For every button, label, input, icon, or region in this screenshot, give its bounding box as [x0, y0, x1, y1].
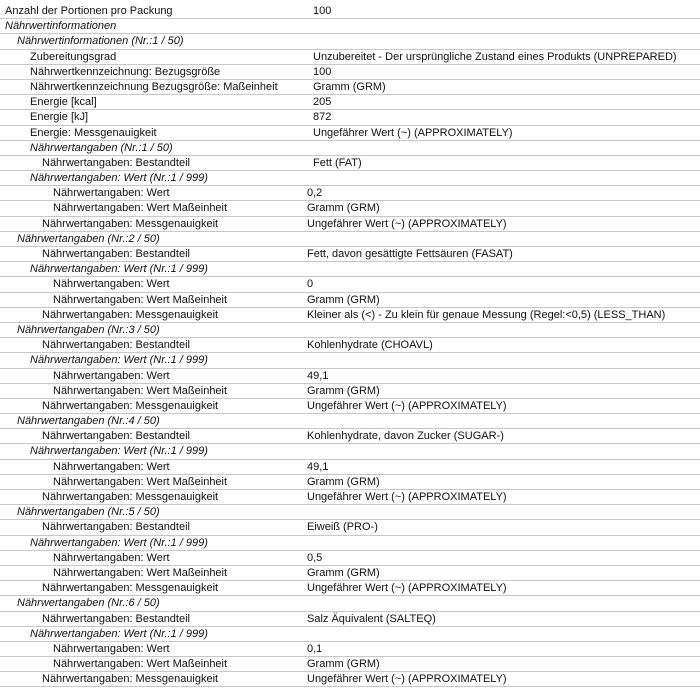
row-label: Nährwertangaben: Wert: [53, 187, 170, 200]
row-value: Gramm (GRM): [307, 202, 380, 215]
row-label: Nährwertangaben: Bestandteil: [42, 521, 190, 534]
row-label: Nährwertangaben: Wert: [53, 369, 170, 382]
section-label: Nährwertangaben (Nr.:4 / 50): [17, 415, 160, 428]
table-row: [0, 338, 700, 353]
row-label: Nährwertangaben: Wert Maßeinheit: [53, 384, 228, 397]
row-label: Zubereitungsgrad: [30, 50, 117, 63]
table-row: [0, 65, 700, 80]
row-label: Anzahl der Portionen pro Packung: [5, 5, 173, 17]
table-row: [0, 551, 700, 566]
row-label: Nährwertangaben: Bestandteil: [42, 248, 190, 260]
section-label: Nährwertangaben (Nr.:5 / 50): [17, 506, 160, 519]
table-row: [0, 566, 700, 581]
row-value: Gramm (GRM): [307, 566, 380, 579]
section-header-value[interactable]: [0, 627, 700, 642]
row-label: Nährwertangaben: Messgenauigkeit: [42, 673, 219, 686]
table-row: [0, 369, 700, 384]
section-header-nutrient-3[interactable]: [0, 323, 700, 338]
row-value: 100: [313, 65, 332, 78]
section-label: Nährwertangaben: Wert (Nr.:1 / 999): [30, 172, 208, 185]
section-label: Nährwertinformationen (Nr.:1 / 50): [17, 35, 184, 48]
row-label: Nährwertangaben: Wert Maßeinheit: [53, 202, 228, 215]
table-row: [0, 293, 700, 308]
table-row: [0, 475, 700, 490]
section-header-nutrient-6[interactable]: [0, 596, 700, 611]
section-label: Nährwertangaben: Wert (Nr.:1 / 999): [30, 263, 208, 276]
row-label: Nährwertangaben: Wert: [53, 460, 170, 473]
row-label: Nährwertangaben: Wert Maßeinheit: [53, 293, 228, 306]
table-row: [0, 581, 700, 596]
table-row: [0, 399, 700, 414]
table-row: [0, 490, 700, 505]
row-label: Nährwertkennzeichnung: Bezugsgröße: [30, 65, 221, 78]
row-label: Energie [kcal]: [30, 96, 97, 109]
row-value: Gramm (GRM): [307, 475, 380, 488]
row-value: Ungefährer Wert (~) (APPROXIMATELY): [307, 217, 507, 230]
row-label: Nährwertangaben: Messgenauigkeit: [42, 582, 219, 595]
row-value: Ungefährer Wert (~) (APPROXIMATELY): [313, 126, 513, 139]
row-label: Nährwertangaben: Messgenauigkeit: [42, 308, 219, 321]
section-label: Nährwertangaben (Nr.:1 / 50): [30, 141, 173, 154]
section-header-value[interactable]: [0, 171, 700, 186]
row-value: Fett (FAT): [313, 156, 362, 169]
section-label: Nährwertangaben: Wert (Nr.:1 / 999): [30, 627, 208, 640]
row-label: Nährwertangaben: Wert Maßeinheit: [53, 658, 228, 671]
section-label: Nährwertinformationen: [5, 20, 117, 33]
row-label: Nährwertangaben: Bestandteil: [42, 612, 190, 625]
row-value: 100: [313, 5, 332, 17]
table-row: [0, 384, 700, 399]
table-row: [0, 247, 700, 262]
row-value: Fett, davon gesättigte Fettsäuren (FASAT): [307, 248, 513, 260]
section-header-value[interactable]: [0, 262, 700, 277]
row-value: Salz Äquivalent (SALTEQ): [307, 612, 436, 625]
row-value: Unzubereitet - Der ursprüngliche Zustand eines Produkts (UNPREPARED): [313, 50, 677, 63]
row-label: Energie: Messgenauigkeit: [30, 126, 157, 139]
section-label: Nährwertangaben: Wert (Nr.:1 / 999): [30, 354, 208, 367]
row-value: Kleiner als (<) - Zu klein für genaue Messung (Regel:<0,5) (LESS_THAN): [307, 308, 666, 321]
row-value: Gramm (GRM): [307, 384, 380, 397]
row-value: 872: [313, 111, 332, 124]
row-value: 0,1: [307, 642, 323, 655]
row-value: Ungefährer Wert (~) (APPROXIMATELY): [307, 491, 507, 503]
row-label: Nährwertangaben: Wert: [53, 278, 170, 291]
row-label: Nährwertangaben: Messgenauigkeit: [42, 399, 219, 412]
table-row: [0, 612, 700, 627]
row-value: Gramm (GRM): [313, 80, 386, 93]
section-label: Nährwertangaben (Nr.:3 / 50): [17, 323, 160, 336]
section-header-nutrient-2[interactable]: [0, 232, 700, 247]
table-row: [0, 672, 700, 687]
row-label: Nährwertangaben: Messgenauigkeit: [42, 491, 219, 503]
row-value: 205: [313, 96, 332, 109]
row-label: Nährwertangaben: Bestandteil: [42, 339, 190, 352]
row-value: Ungefährer Wert (~) (APPROXIMATELY): [307, 399, 507, 412]
table-row: [0, 186, 700, 201]
row-value: 0,5: [307, 551, 323, 564]
row-label: Nährwertkennzeichnung Bezugsgröße: Maßeinheit: [30, 80, 278, 93]
section-label: Nährwertangaben: Wert (Nr.:1 / 999): [30, 445, 208, 458]
row-value: Kohlenhydrate, davon Zucker (SUGAR-): [307, 430, 504, 443]
row-value: Gramm (GRM): [307, 293, 380, 306]
row-value: Eiweiß (PRO-): [307, 521, 378, 534]
table-row: [0, 308, 700, 323]
row-value: 49,1: [307, 460, 329, 473]
section-header-nutrient-5[interactable]: [0, 505, 700, 520]
table-row-portions-per-pack: [0, 4, 700, 19]
table-row: [0, 126, 700, 141]
section-label: Nährwertangaben (Nr.:6 / 50): [17, 597, 160, 610]
section-header-nutrition-info[interactable]: [0, 19, 700, 34]
row-value: Kohlenhydrate (CHOAVL): [307, 339, 433, 352]
table-row: [0, 277, 700, 292]
table-row: [0, 156, 700, 171]
row-label: Nährwertangaben: Bestandteil: [42, 156, 190, 169]
table-row: [0, 110, 700, 125]
table-row: [0, 201, 700, 216]
nutrition-attribute-table: [0, 4, 700, 687]
row-label: Nährwertangaben: Bestandteil: [42, 430, 190, 443]
table-row: [0, 460, 700, 475]
row-label: Nährwertangaben: Wert: [53, 642, 170, 655]
row-value: Gramm (GRM): [307, 658, 380, 671]
row-label: Nährwertangaben: Wert Maßeinheit: [53, 566, 228, 579]
table-row: [0, 217, 700, 232]
section-label: Nährwertangaben (Nr.:2 / 50): [17, 232, 160, 245]
table-row: [0, 657, 700, 672]
row-value: 0,2: [307, 187, 323, 200]
table-row: [0, 50, 700, 65]
row-value: 0: [307, 278, 314, 291]
row-label: Nährwertangaben: Messgenauigkeit: [42, 217, 219, 230]
table-row: [0, 642, 700, 657]
row-value: Ungefährer Wert (~) (APPROXIMATELY): [307, 582, 507, 595]
section-header-value[interactable]: [0, 353, 700, 368]
row-label: Energie [kJ]: [30, 111, 89, 124]
section-header-nutrition-info-1[interactable]: [0, 34, 700, 49]
section-header-value[interactable]: [0, 444, 700, 459]
table-row: [0, 520, 700, 535]
section-label: Nährwertangaben: Wert (Nr.:1 / 999): [30, 536, 208, 549]
table-row: [0, 80, 700, 95]
row-label: Nährwertangaben: Wert: [53, 551, 170, 564]
section-header-value[interactable]: [0, 536, 700, 551]
row-value: 49,1: [307, 369, 329, 382]
section-header-nutrient-1[interactable]: [0, 141, 700, 156]
row-label: Nährwertangaben: Wert Maßeinheit: [53, 475, 228, 488]
table-row: [0, 95, 700, 110]
section-header-nutrient-4[interactable]: [0, 414, 700, 429]
table-row: [0, 429, 700, 444]
row-value: Ungefährer Wert (~) (APPROXIMATELY): [307, 673, 507, 686]
